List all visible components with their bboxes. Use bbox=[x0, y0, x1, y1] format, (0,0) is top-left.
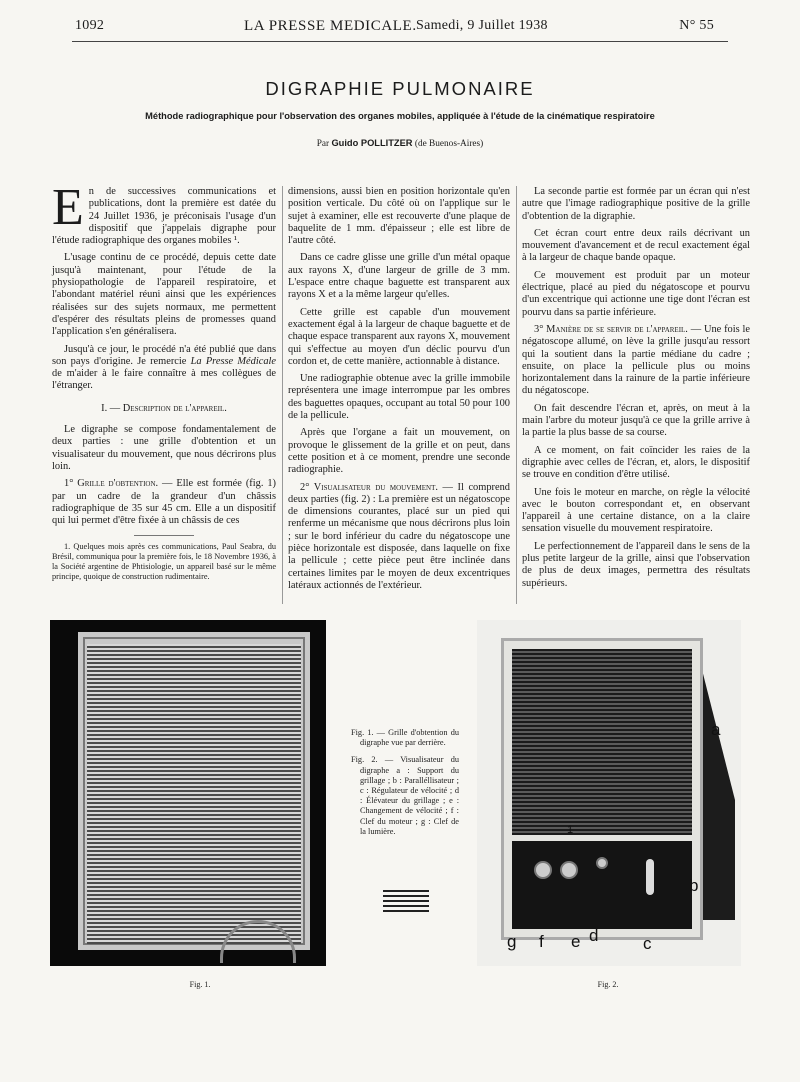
paragraph: Après que l'organe a fait un mouvement, on provoque le glissement de la grille et on peut, dans cette position et à ce moment, prendre une seconde radiographie. bbox=[288, 427, 510, 476]
article-title: DIGRAPHIE PULMONAIRE bbox=[265, 78, 535, 99]
author-affiliation: (de Buenos-Aires) bbox=[414, 139, 484, 149]
section-heading: I. — Description de l'appareil. bbox=[101, 402, 227, 414]
header-rule bbox=[72, 41, 728, 42]
column-divider bbox=[516, 186, 517, 604]
paragraph bbox=[522, 324, 750, 398]
text-column-3 bbox=[522, 186, 750, 595]
label-1: 1 bbox=[567, 824, 574, 836]
column-divider bbox=[282, 186, 283, 604]
speed-change-knob bbox=[596, 857, 608, 869]
figure-2-photo bbox=[477, 620, 741, 966]
paragraph-text: — Une fois le négatoscope allumé, on lève la grille jusqu'au ressort qui la soutient dans la partie médiane du cadre ; ensuite, on place la pellicule plus ou moins horizontalement dans la rainure de la partie inférieure du négatoscope. bbox=[522, 323, 750, 397]
paragraph: Le perfectionnement de l'appareil dans le sens de la plus petite largeur de la grille, ainsi que l'observation de plus de deux images, permettra des résultats supérieurs. bbox=[522, 540, 750, 589]
motor-key-knob bbox=[560, 861, 578, 879]
figure-1-caption: Fig. 1. bbox=[189, 980, 211, 989]
article-subtitle: Méthode radiographique pour l'observation des organes mobiles, appliquée à l'étude de la cinématique respiratoire bbox=[145, 111, 655, 121]
paragraph-text: n de successives communications et publications, dont la première est datée du 24 Juillet 1936, je préconisais l'usage d'un dispositif que j'appelais digraphe pour l'étude radiographique des organes mobiles ¹. bbox=[52, 186, 276, 247]
paragraph: Une radiographie obtenue avec la grille immobile représentera une image interrompue par les ombres des baguettes opaques, occupant au total 50 pour 100 de la pellicule. bbox=[288, 373, 510, 422]
paragraph: A ce moment, on fait coïncider les raies de la digraphie avec celles de l'écran, et, alors, le dispositif se trouve en condition d'être utilisé. bbox=[522, 444, 750, 481]
drop-cap: E bbox=[52, 179, 84, 236]
paragraph: dimensions, aussi bien en position horizontale qu'en position verticale. Du côté où on l'applique sur le sujet à examiner, elle est recouverte d'une plaque de baquelite de 1 mm. d'épaisseur ; elle est libre de l'autre côté. bbox=[288, 186, 510, 247]
paragraph bbox=[288, 482, 510, 593]
issue-date: Samedi, 9 Juillet 1938 bbox=[416, 18, 548, 33]
paragraph bbox=[52, 179, 276, 247]
control-base bbox=[512, 841, 692, 929]
paragraph-text: — Il comprend deux parties (fig. 2) : La première est un négatoscope de dimensions courantes, placé sur un pied qui renferme un mécanisme que nous décrirons plus loin ; sur le bord inférieur du cadre du négatoscope une pièce horizontale est disposée, dans laquelle on fixe la pellicule ; cette pièce peut être inclinée dans certaines limites par le moyen de deux excentriques latéraux actionnés de l'extérieur. bbox=[288, 481, 510, 591]
journal-title: LA PRESSE MEDICALE. bbox=[244, 18, 417, 34]
label-f: f bbox=[539, 932, 544, 951]
ornament-stripes bbox=[383, 890, 429, 914]
figure-2-caption: Fig. 2. bbox=[597, 980, 619, 989]
speed-regulator bbox=[646, 859, 654, 895]
legend-fig2: Fig. 2. — Visualisateur du digraphe a : Support du grillage ; b : Paralléllisateur ; c : Régulateur de vélocité ; d : Élévateur du grillage ; e : Changement de vélocité ; f : Clef du moteur ; g : Clef de la lumière. bbox=[351, 755, 459, 836]
legend-fig1: Fig. 1. — Grille d'obtention du digraphe vue par derrière. bbox=[351, 728, 459, 748]
author-name: Guido POLLITZER bbox=[331, 138, 413, 148]
label-e: e bbox=[571, 932, 581, 951]
paragraph bbox=[52, 478, 276, 527]
label-a: a bbox=[711, 720, 721, 739]
paragraph-text: Jusqu'à ce jour, le procédé n'a été publié que dans son pays d'origine. Je remercie bbox=[52, 343, 276, 367]
label-c: c bbox=[643, 934, 652, 953]
paragraph: Le digraphe se compose fondamentalement de deux parties : une grille d'obtention et un visualisateur du mouvement, que nous décrirons plus loin. bbox=[52, 424, 276, 472]
figure-legend bbox=[351, 728, 459, 844]
paragraph-text: de m'aider à le faire connaître à mes collègues de l'étranger. bbox=[52, 368, 276, 392]
issue-number: N° 55 bbox=[679, 18, 714, 33]
journal-mention: La Presse Médicale bbox=[190, 355, 277, 367]
subsection-heading: 3° Manière de se servir de l'appareil. bbox=[534, 323, 688, 335]
paragraph: Ce mouvement est produit par un moteur électrique, placé au pied du négatoscope et pourvu d'un excentrique qui actionne une tige dont l'écran est pourvu dans sa partie inférieure. bbox=[522, 269, 750, 318]
paragraph bbox=[52, 344, 276, 393]
subsection-heading: 2° Visualisateur du mouvement. bbox=[300, 481, 438, 493]
paragraph: Cette grille est capable d'un mouvement exactement égal à la largeur de chaque baguette et de chaque espace transparent aux rayons X, mouvement qui s'effectue au moyen d'un déclic pourvu d'un cordon et, de cette manière, actionnable à distance. bbox=[288, 306, 510, 367]
subsection-heading: 1° Grille d'obtention. bbox=[64, 478, 159, 490]
label-g: g bbox=[507, 932, 517, 951]
paragraph: Dans ce cadre glisse une grille d'un métal opaque aux rayons X, d'une largeur de grille de 3 mm. L'espace entre chaque baguette est transparent aux rayons X et a la même largeur qu'elles. bbox=[288, 252, 510, 301]
byline bbox=[0, 138, 800, 149]
grille-bars bbox=[87, 644, 301, 944]
page-number: 1092 bbox=[75, 18, 105, 33]
negatoscope-screen bbox=[512, 649, 692, 835]
text-column-2 bbox=[288, 186, 510, 597]
paragraph: La seconde partie est formée par un écran qui n'est autre que l'image radiographique positive de la grille d'obtention de la digraphie. bbox=[522, 186, 750, 222]
label-b: b bbox=[689, 876, 699, 895]
footnote-rule bbox=[134, 535, 194, 536]
paragraph-text: — Elle est formée (fig. 1) par un cadre de la grandeur d'un châssis radiographique de 35 sur 45 cm. Elle a un dispositif qui lui permet d'être fixée à un châssis de ces bbox=[52, 478, 276, 527]
figure-1-photo bbox=[50, 620, 326, 966]
paragraph: L'usage continu de ce procédé, depuis cette date jusqu'à maintenant, pour l'étude de la physiopathologie de l'appareil respiratoire, et l'abondant matériel réuni ainsi que les expériences réalisées sur des sujets normaux, me permettent d'espérer des résultats pleins de promesses quand l'application s'en généralisera. bbox=[52, 252, 276, 338]
paragraph: Cet écran court entre deux rails décrivant un mouvement d'avancement et de recul exactement égal à la largeur de chaque bande opaque. bbox=[522, 227, 750, 264]
negatoscope-panel bbox=[501, 638, 703, 940]
text-column-1 bbox=[52, 179, 277, 587]
grille-frame bbox=[78, 632, 310, 950]
light-key-knob bbox=[534, 861, 552, 879]
label-d: d bbox=[589, 926, 599, 945]
paragraph: Une fois le moteur en marche, on règle la vélocité avec le bouton correspondant et, en observant l'appareil à une certaine distance, on a la claire sensation visuelle du mouvement respiratoire. bbox=[522, 486, 750, 535]
footnote: 1. Quelques mois après ces communications, Paul Seabra, du Brésil, communiqua pour la première fois, le 18 Novembre 1936, à la Société argentine de Phtisiologie, un appareil basé sur le même principe, quoique de construction rudimentaire. bbox=[52, 542, 276, 582]
paragraph: On fait descendre l'écran et, après, on meut à la main l'arbre du moteur jusqu'à ce que la grille arrive à la partie la plus basse de sa course. bbox=[522, 402, 750, 439]
byline-prefix: Par bbox=[316, 139, 330, 149]
